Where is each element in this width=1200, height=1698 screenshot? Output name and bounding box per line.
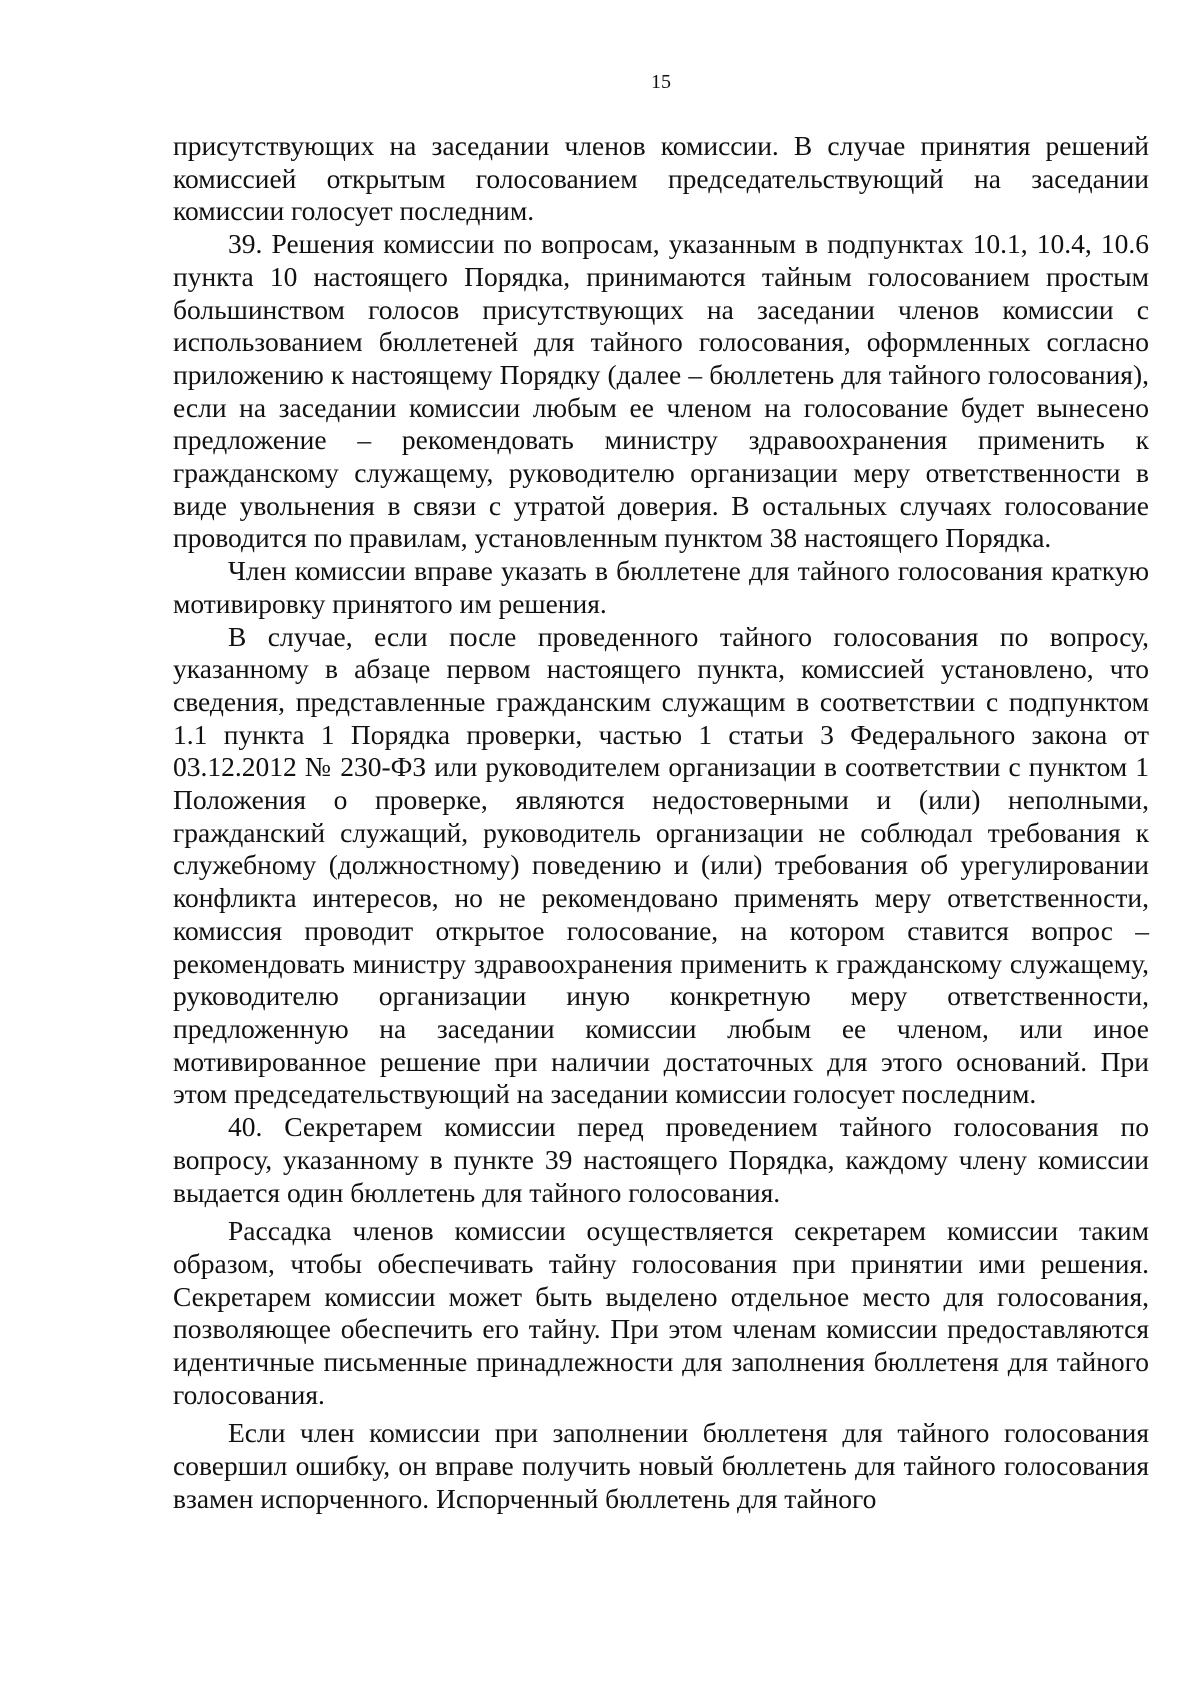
paragraph-open-vote-case: В случае, если после проведенного тайного голосования по вопросу, указанному в абзаце первом настоящего пункта, комиссией установлено, что сведения, представленные гражданским служащим в соответствии с подпунктом 1.1 пункта 1 Порядка проверки, частью 1 статьи 3 Федерального закона от 03.12.2012 № 230-ФЗ или руководителем организации в соответствии с пунктом 1 Положения о проверке, являются недостоверными и (или) неполными, гражданский служащий, руководитель организации не соблюдал требования к служебному (должностному) поведению и (или) требования об урегулировании конфликта интересов, но не рекомендовано применять меру ответственности, комиссия проводит открытое голосование, на котором ставится вопрос – рекомендовать министру здравоохранения применить к гражданскому служащему, руководителю организации иную конкретную меру ответственности, предложенную на заседании комиссии любым ее членом, или иное мотивированное решение при наличии достаточных для этого оснований. При этом председательствующий на заседании комиссии голосует последним. xyxy=(173,620,1149,1110)
paragraph-seating: Рассадка членов комиссии осуществляется секретарем комиссии таким образом, чтобы обеспечивать тайну голосования при принятии ими решения. Секретарем комиссии может быть выделено отдельное место для голосования, позволяющее обеспечить его тайну. При этом членам комиссии предоставляются идентичные письменные принадлежности для заполнения бюллетеня для тайного голосования. xyxy=(173,1215,1149,1410)
paragraph-item-39: 39. Решения комиссии по вопросам, указанным в подпунктах 10.1, 10.4, 10.6 пункта 10 настоящего Порядка, принимаются тайным голосованием простым большинством голосов присутствующих на заседании членов комиссии с использованием бюллетеней для тайного голосования, оформленных согласно приложению к настоящему Порядку (далее – бюллетень для тайного голосования), если на заседании комиссии любым ее членом на голосование будет вынесено предложение – рекомендовать министру здравоохранения применить к гражданскому служащему, руководителю организации меру ответственности в виде увольнения в связи с утратой доверия. В остальных случаях голосование проводится по правилам, установленным пунктом 38 настоящего Порядка. xyxy=(173,228,1149,554)
document-body xyxy=(173,130,1149,1516)
paragraph-item-40: 40. Секретарем комиссии перед проведением тайного голосования по вопросу, указанному в пункте 39 настоящего Порядка, каждому члену комиссии выдается один бюллетень для тайного голосования. xyxy=(173,1111,1149,1208)
paragraph-ballot-error: Если член комиссии при заполнении бюллетеня для тайного голосования совершил ошибку, он вправе получить новый бюллетень для тайного голосования взамен испорченного. Испорченный бюллетень для тайного xyxy=(173,1417,1149,1514)
paragraph-member-motivation: Член комиссии вправе указать в бюллетене для тайного голосования краткую мотивировку принятого им решения. xyxy=(173,555,1149,619)
page-number: 15 xyxy=(651,71,671,93)
paragraph-continuation: присутствующих на заседании членов комиссии. В случае принятия решений комиссией открытым голосованием председательствующий на заседании комиссии голосует последним. xyxy=(173,130,1149,227)
